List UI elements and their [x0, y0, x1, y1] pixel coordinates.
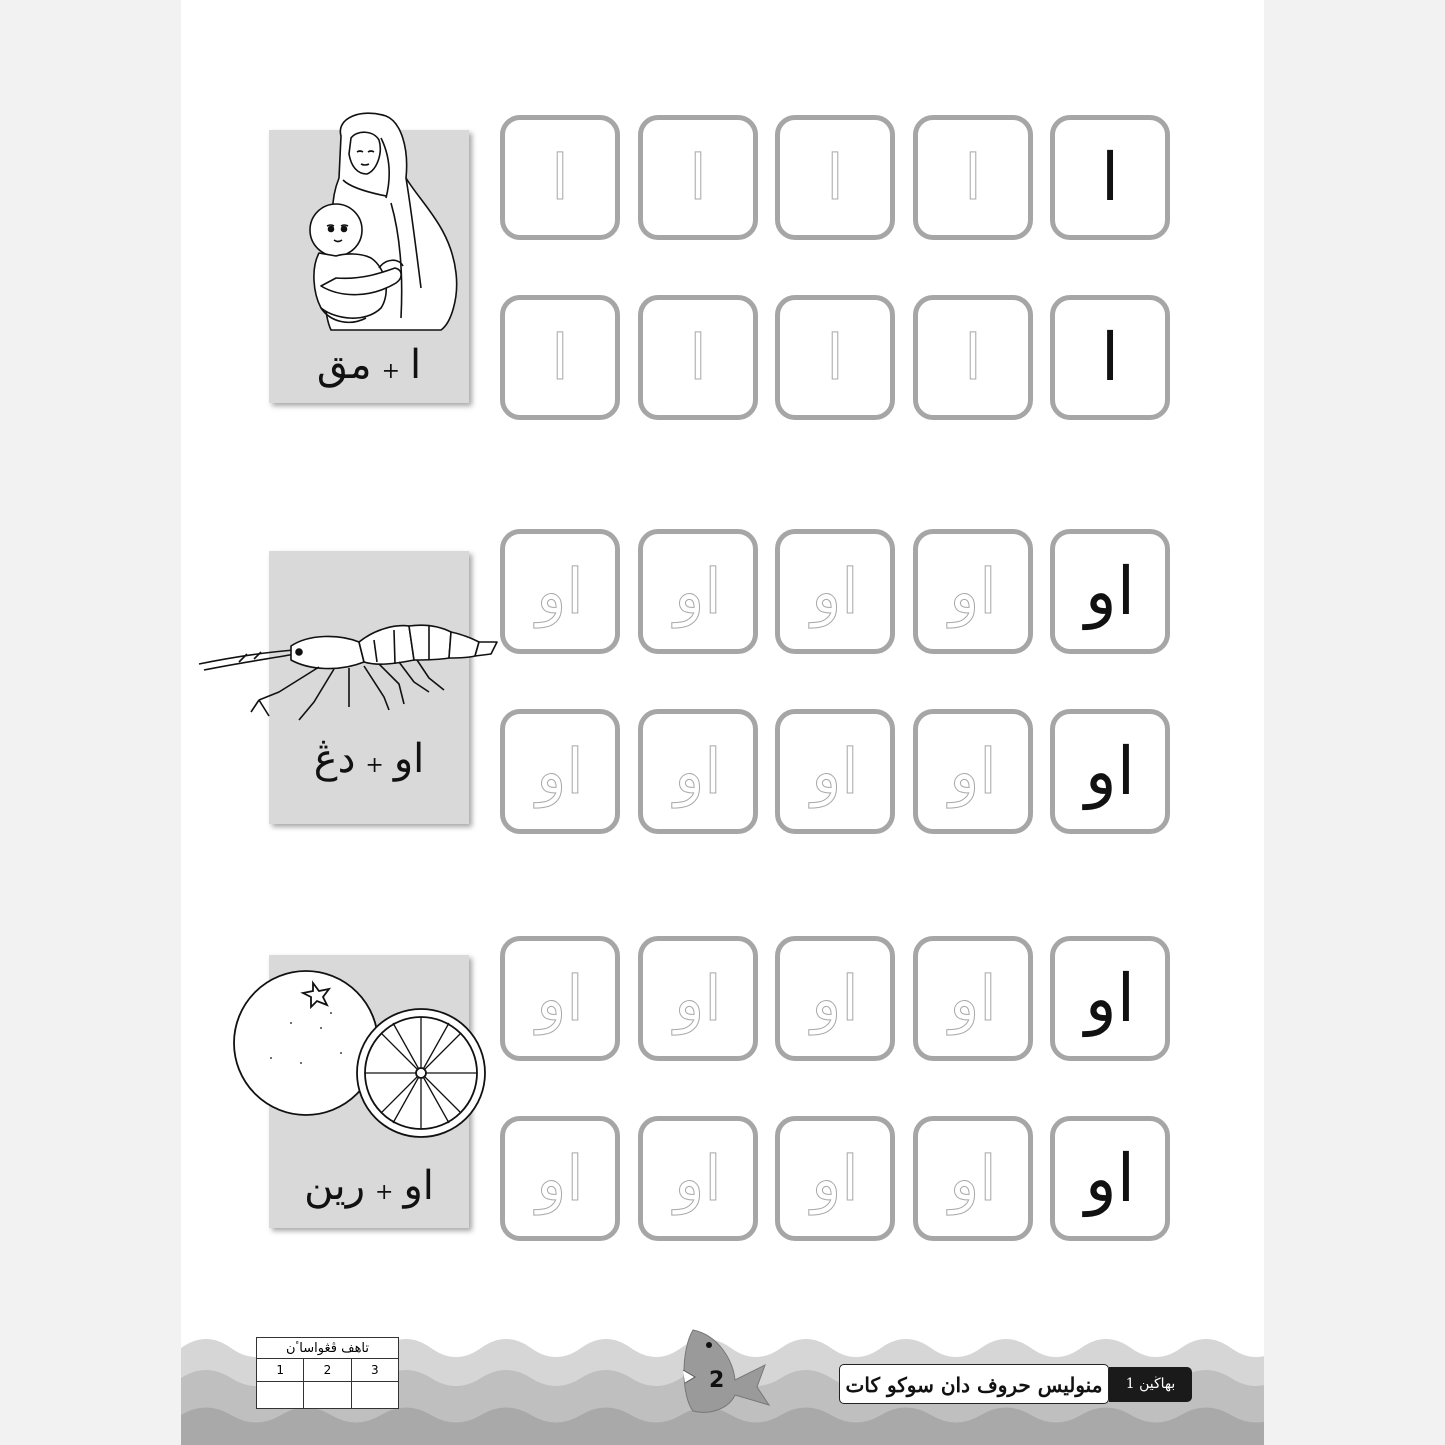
trace-letter: ا — [689, 321, 707, 394]
model-letter: او — [1084, 553, 1136, 630]
trace-letter: ا — [551, 141, 569, 214]
trace-box[interactable] — [500, 115, 620, 240]
model-letter: او — [1084, 733, 1136, 810]
trace-letter: او — [674, 555, 722, 628]
trace-box[interactable] — [913, 115, 1033, 240]
card-label-rest: مق — [316, 342, 372, 388]
model-letter-box — [1050, 709, 1170, 834]
card-label-rest: دڠ — [313, 736, 356, 782]
model-letter-box — [1050, 1116, 1170, 1241]
trace-letter: ا — [826, 321, 844, 394]
card-label-2 — [269, 736, 469, 782]
trace-box[interactable] — [638, 709, 758, 834]
trace-box[interactable] — [500, 709, 620, 834]
left-margin — [0, 0, 181, 1445]
trace-letter: ا — [964, 321, 982, 394]
trace-box[interactable] — [775, 529, 895, 654]
worksheet-page — [181, 0, 1264, 1445]
trace-letter: او — [949, 962, 997, 1035]
card-label-rest: رين — [304, 1163, 366, 1209]
score-level: 3 — [351, 1359, 398, 1382]
trace-letter: او — [949, 1142, 997, 1215]
trace-letter: او — [536, 962, 584, 1035]
score-level: 1 — [257, 1359, 304, 1382]
right-margin — [1264, 0, 1445, 1445]
trace-box[interactable] — [638, 295, 758, 420]
trace-box[interactable] — [500, 295, 620, 420]
trace-letter: او — [536, 555, 584, 628]
trace-box[interactable] — [775, 709, 895, 834]
model-letter: ا — [1100, 319, 1120, 396]
score-cell[interactable] — [257, 1382, 304, 1409]
plus-sign: + — [365, 753, 384, 778]
plus-sign: + — [381, 359, 401, 384]
model-letter: او — [1084, 960, 1136, 1037]
page-number: 2 — [709, 1368, 725, 1393]
trace-letter: او — [949, 735, 997, 808]
trace-letter: او — [811, 962, 859, 1035]
score-cell[interactable] — [304, 1382, 351, 1409]
score-level: 2 — [304, 1359, 351, 1382]
model-letter-box — [1050, 936, 1170, 1061]
trace-letter: ا — [826, 141, 844, 214]
trace-letter: او — [811, 1142, 859, 1215]
trace-letter: او — [811, 555, 859, 628]
page-title: منوليس حروف دان سوكو كات — [839, 1364, 1109, 1404]
trace-box[interactable] — [500, 936, 620, 1061]
card-label-start: او — [393, 736, 425, 782]
model-letter-box — [1050, 295, 1170, 420]
trace-box[interactable] — [775, 115, 895, 240]
model-letter-box — [1050, 529, 1170, 654]
trace-box[interactable] — [775, 936, 895, 1061]
trace-box[interactable] — [638, 936, 758, 1061]
model-letter: ا — [1100, 139, 1120, 216]
section-label: بهاڬين 1 — [1109, 1367, 1192, 1402]
card-label-3 — [269, 1163, 469, 1209]
card-label-start: او — [403, 1163, 434, 1209]
orange-icon — [231, 963, 491, 1143]
trace-box[interactable] — [500, 529, 620, 654]
trace-letter: او — [949, 555, 997, 628]
trace-box[interactable] — [913, 709, 1033, 834]
trace-box[interactable] — [775, 1116, 895, 1241]
trace-box[interactable] — [913, 529, 1033, 654]
trace-box[interactable] — [913, 936, 1033, 1061]
trace-letter: او — [536, 735, 584, 808]
trace-letter: او — [811, 735, 859, 808]
trace-box[interactable] — [638, 115, 758, 240]
trace-box[interactable] — [775, 295, 895, 420]
mother-and-baby-icon — [291, 108, 461, 333]
trace-letter: ا — [551, 321, 569, 394]
model-letter-box — [1050, 115, 1170, 240]
trace-box[interactable] — [500, 1116, 620, 1241]
card-label-start: ا — [410, 342, 422, 388]
trace-letter: ا — [689, 141, 707, 214]
trace-letter: او — [536, 1142, 584, 1215]
trace-box[interactable] — [638, 529, 758, 654]
trace-box[interactable] — [638, 1116, 758, 1241]
shrimp-icon — [199, 612, 499, 722]
trace-letter: او — [674, 735, 722, 808]
trace-letter: او — [674, 1142, 722, 1215]
trace-letter: ا — [964, 141, 982, 214]
model-letter: او — [1084, 1140, 1136, 1217]
score-title: تاهف ڤڠواساٴن — [257, 1338, 399, 1359]
score-table — [256, 1337, 399, 1409]
plus-sign: + — [375, 1180, 394, 1205]
trace-box[interactable] — [913, 295, 1033, 420]
score-cell[interactable] — [351, 1382, 398, 1409]
card-label-1 — [269, 342, 469, 388]
trace-box[interactable] — [913, 1116, 1033, 1241]
trace-letter: او — [674, 962, 722, 1035]
